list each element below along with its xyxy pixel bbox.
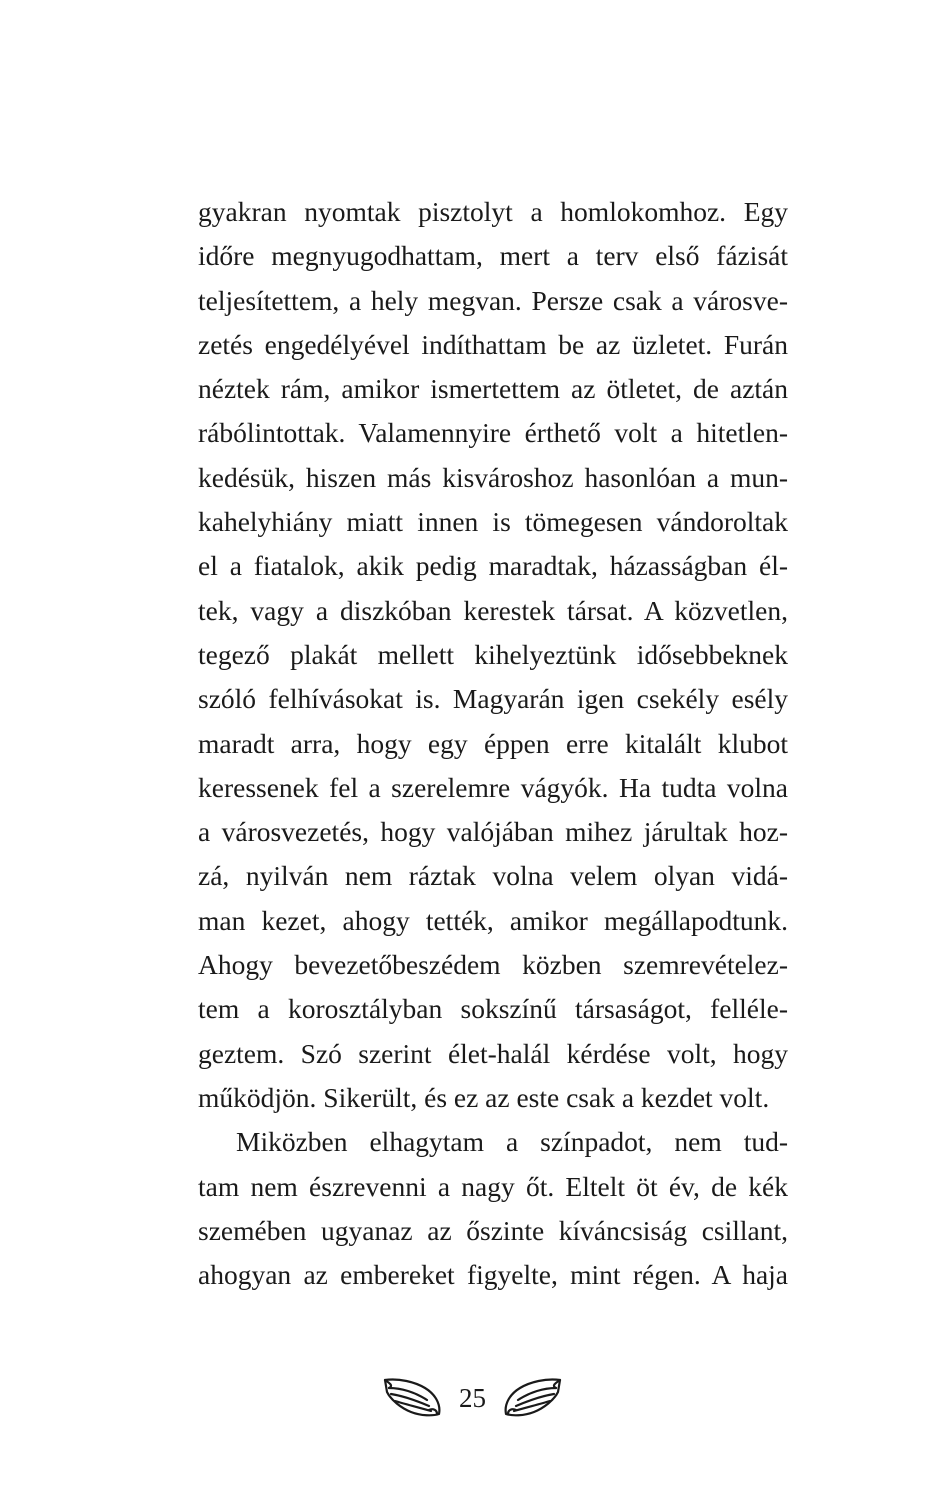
text-line: szemében ugyanaz az őszinte kíváncsiság csillant, [198, 1214, 788, 1246]
page-body-text [198, 190, 788, 1297]
page-footer [0, 1368, 945, 1428]
text-line: rábólintottak. Valamennyire érthető volt a hitetlen- [198, 417, 788, 449]
text-line: el a fiatalok, akik pedig maradtak, házasságban él- [198, 550, 788, 582]
text-line: tem a korosztályban sokszínű társaságot, fellélе- [198, 993, 788, 1025]
text-line: zetés engedélyével indíthattam be az üzletet. Furán [198, 328, 788, 360]
text-line: működjön. Sikerült, és ez az este csak a kezdet volt. [198, 1081, 770, 1113]
angel-wing-left-icon [381, 1374, 445, 1422]
text-line: gyakran nyomtak pisztolyt a homlokomhoz. Egy [198, 196, 788, 227]
text-line: kahelyhiány miatt innen is tömegesen vándoroltak [198, 506, 788, 538]
text-line: időre megnyugodhattam, mert a terv első fázisát [198, 240, 788, 272]
text-line: tegező plakát mellett kihelyeztünk idősebbeknek [198, 638, 788, 670]
text-line: ahogyan az embereket figyelte, mint régen. A haja [198, 1259, 788, 1291]
text-line: geztem. Szó szerint élet-halál kérdése volt, hogy [198, 1037, 788, 1069]
text-line: man kezet, ahogy tették, amikor megállapodtunk. [198, 904, 788, 936]
text-line: tam nem észrevenni a nagy őt. Eltelt öt év, de kék [198, 1170, 788, 1202]
text-line: teljesítettem, a hely megvan. Persze csak a városve- [198, 284, 788, 316]
text-line: Ahogy bevezetőbeszédem közben szemrevételez- [198, 949, 788, 981]
text-line: kedésük, hiszen más kisvároshoz hasonlóan a mun- [198, 461, 788, 493]
text-line: keressenek fel a szerelemre vágyók. Ha tudta volna [198, 771, 788, 803]
text-line: néztek rám, amikor ismertettem az ötletet, de aztán [198, 373, 788, 405]
text-line: zá, nyilván nem ráztak volna velem olyan vidá- [198, 860, 788, 892]
text-line: maradt arra, hogy egy éppen erre kitalált klubot [198, 727, 788, 759]
angel-wing-right-icon [500, 1374, 564, 1422]
text-line: szóló felhívásokat is. Magyarán igen csekély esély [198, 683, 788, 715]
paragraph-2 [198, 1120, 788, 1297]
paragraph-1 [198, 190, 788, 1120]
text-line: Miközben elhagytam a színpadot, nem tud- [236, 1126, 788, 1158]
page-number: 25 [459, 1383, 486, 1413]
text-line: a városvezetés, hogy valójában mihez járultak hoz- [198, 816, 788, 848]
text-line: tek, vagy a diszkóban kerestek társat. A közvetlen, [198, 594, 788, 626]
